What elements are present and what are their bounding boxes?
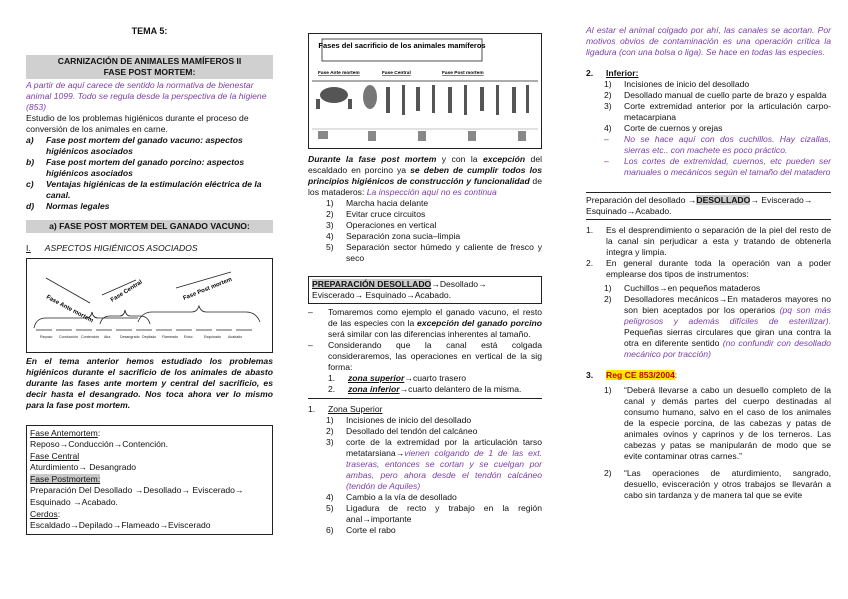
list-item: 2. zona inferior→cuarto delantero de la misma. xyxy=(328,384,522,394)
list-item: – Tomaremos como ejemplo el ganado vacuno, el resto de las especies con la excepción del ganado porcino será similar con las diferencias inherentes al tamaño. xyxy=(308,307,542,339)
list-item: 2) Desolladores mecánicos→En mataderos mayores no son bien aceptados por los operarios (pq son más peligrosos y además difíciles de esterilizar). Pequeñas sierras circulares que giran una contra la otra en diferente sentido (no confundir con desollado mecánico por tracción) xyxy=(604,294,831,359)
tema-heading: TEMA 5: xyxy=(131,26,168,36)
list-item: 1) Marcha hacia delante xyxy=(326,198,429,208)
list-item: 3) Operaciones en vertical xyxy=(326,220,437,230)
diagram-step: Atur. xyxy=(104,334,112,339)
list-item: 2. En general durante toda la operación van a poder emplearse dos tipos de instrumentos: xyxy=(586,258,831,279)
list-item: 4) Separación zona sucia–limpia xyxy=(326,231,461,241)
list-item: 4) Corte de cuernos y orejas xyxy=(604,123,723,133)
regulation-quotes xyxy=(586,385,831,501)
list-item: 6) Corte el rabo xyxy=(326,525,396,535)
column-middle xyxy=(308,0,542,599)
inferior-list xyxy=(586,79,831,178)
list-item: 2) Evitar cruce circuitos xyxy=(326,209,426,219)
diagram-step: Acabado xyxy=(228,334,243,339)
column-left xyxy=(26,0,273,599)
list-item: 2) Desollado manual de cuello parte de brazo y espalda xyxy=(604,90,827,100)
figure-label: Fase Post mortem xyxy=(442,71,484,76)
figure-label: Fase Ante mortem xyxy=(318,71,360,76)
summary-paragraph: En el tema anterior hemos estudiado los problemas higiénicos durante el sacrificio de los animales de abasto durante las fases ante mortem y central del sacrificio, es decir hasta el desangrado. Nos toca ahora ver lo mismo para la fase post mortem. xyxy=(26,355,273,410)
divider xyxy=(308,398,542,399)
column-right xyxy=(586,0,831,599)
diagram-step: Depilado xyxy=(142,334,157,339)
phases-summary-box: Fase Antemortem: Reposo→Conducción→Contención. Fase Central Aturdimiento→ Desangrado Fase Postmortem: Preparación Del Desollado →Desollado→ Eviscerado→ Esquinado →Acabado. Cerdos: Escaldado→Depilado→Flameado→Eviscerado xyxy=(26,425,273,535)
diagram-step: Reposo xyxy=(40,334,53,339)
considerations-list xyxy=(308,307,542,373)
list-item: 1) Incisiones de inicio del desollado xyxy=(326,415,472,425)
diagram-step: Esquinado xyxy=(204,334,221,339)
box-heading: Fase Antemortem: xyxy=(30,427,101,438)
ligadura-note: Al estar el animal colgado por ahí, las canales se acortan. Por motivos obvios de contaminación es una operación crítica la ligadura (con una bolsa o liga). Se hace en todas las especies. xyxy=(586,25,831,57)
figure-label: Fase Central xyxy=(382,71,411,76)
phases-figure xyxy=(308,33,542,149)
figure-title-line: Fases del sacrificio de los animales mamíferos xyxy=(318,41,486,50)
prep-desollado-box: PREPARACIÓN DESOLLADO→Desollado→ Eviscerado→ Esquinado→Acabado. xyxy=(308,276,542,304)
list-item: 3) Corte extremidad anterior por la articulación carpo-metacarpiana xyxy=(604,101,831,122)
diagram-step: Flameado xyxy=(162,334,178,339)
list-item: – Considerando que la canal está colgada consideraremos, las operaciones en vertical de la sig forma: xyxy=(308,340,542,372)
list-item: 1. Es el desprendimiento o separación de la piel del resto de la canal sin perjudicar a esta y tratando de obtenerla íntegra y limpia. xyxy=(586,225,831,257)
list-item: 1) Cuchillos→en pequeños mataderos xyxy=(604,283,761,293)
list-item: c) Ventajas higiénicas de la estimulación eléctrica de la canal. xyxy=(26,178,262,200)
subheading-i: I. ASPECTOS HIGIÉNICOS ASOCIADOS xyxy=(26,242,198,253)
intro-note: A partir de aquí carece de sentido la normativa de bienestar animal 1099. Todo se regula desde la perspectiva de la higiene (853) xyxy=(26,79,267,112)
diagram-label-antemortem: Fase Ante mortem xyxy=(45,293,94,324)
diagram-step: Desangrado xyxy=(120,334,140,339)
list-item: – No se hace aquí con dos cuchillos. Hay cizallas, sierras etc.. con machete es poco práctico. xyxy=(604,134,831,155)
list-item: – Los cortes de extremidad, cuernos, etc pueden ser manuales o mecánicos según el tamaño del matadero xyxy=(604,156,831,177)
chapter-title: CARNIZACIÓN DE ANIMALES MAMÍFEROS II FASE POST MORTEM: xyxy=(26,55,273,79)
list-item: a) Fase post mortem del ganado vacuno: aspectos higiénicos asociados xyxy=(26,134,243,156)
regulation-heading: 3. Reg CE 853/2004: xyxy=(586,370,678,380)
desollado-list xyxy=(586,225,831,280)
list-item: 1. zona superior→cuarto trasero xyxy=(328,373,466,383)
intro-text: Estudio de los problemas higiénicos durante el proceso de conversión de los animales en carne. xyxy=(26,112,249,134)
list-item: 4) Cambio a la vía de desollado xyxy=(326,492,457,502)
sacrifice-phases-diagram xyxy=(26,258,273,353)
instruments-list xyxy=(586,283,831,360)
post-mortem-paragraph: Durante la fase post mortem y con la excepción del escaldado en porcino ya se deben de cumplir todos los principios higiénicos de construcción y funcionalidad de los mataderos: La inspección aquí no es continua xyxy=(308,154,543,197)
list-item: 1) “Deberá llevarse a cabo un desuello completo de la canal y demás partes del cuerpo destinadas al consumo humano, salvo en el caso de los animales de la especie porcina, de las cabezas y patas de animales ovinos y caprinos y de los terneros. Las cabezas y patas se manipularán de modo que se evite contaminar otras carnes.” xyxy=(604,385,831,461)
list-item: b) Fase post mortem del ganado porcino: aspectos higiénicos asociados xyxy=(26,156,245,178)
box-heading: Fase Postmortem: xyxy=(30,473,101,484)
list-item: d) Normas legales xyxy=(26,200,110,211)
box-heading: Cerdos: xyxy=(30,508,61,519)
list-item: 5) Separación sector húmedo y caliente de fresco y seco xyxy=(326,242,542,263)
desollado-box: Preparación del desollado →DESOLLADO→ Eviscerado→ Esquinado→Acabado. xyxy=(586,192,831,220)
list-item: 1) Incisiones de inicio del desollado xyxy=(604,79,750,89)
zona-superior-list xyxy=(308,415,542,536)
zona-superior-heading: 1. Zona Superior xyxy=(308,404,383,414)
diagram-label-central: Fase Central xyxy=(109,279,144,304)
list-item: 2) “Las operaciones de aturdimiento, sangrado, desuello, evisceración y otros trabajos se llevarán a cabo sin tardanza y de manera tal que se evite xyxy=(604,468,831,500)
principles-list xyxy=(308,198,542,264)
list-item: 3) corte de la extremidad por la articulación tarso metatarsiana→vienen colgando de 1 de las ext. traseras, entonces se cortan y se cuelgan por ambas, pero ahora desde el tendón calcáneo (tendón de Aquiles) xyxy=(326,437,542,491)
box-heading: Fase Central xyxy=(30,450,80,461)
list-item: 2) Desollado del tendón del calcáneo xyxy=(326,426,478,436)
list-item: 5) Ligadura de recto y trabajo en la región anal→importante xyxy=(326,503,542,524)
diagram-step: Contención xyxy=(81,334,100,339)
zones-list xyxy=(308,373,542,395)
diagram-step: Evisc. xyxy=(184,334,194,339)
diagram-step: Conducción xyxy=(59,334,78,339)
diagram-label-postmortem: Fase Post mortem xyxy=(182,276,233,302)
section-a-heading: a) FASE POST MORTEM DEL GANADO VACUNO: xyxy=(26,220,273,233)
inferior-heading: 2. Inferior: xyxy=(586,68,639,78)
topics-list xyxy=(26,135,273,212)
